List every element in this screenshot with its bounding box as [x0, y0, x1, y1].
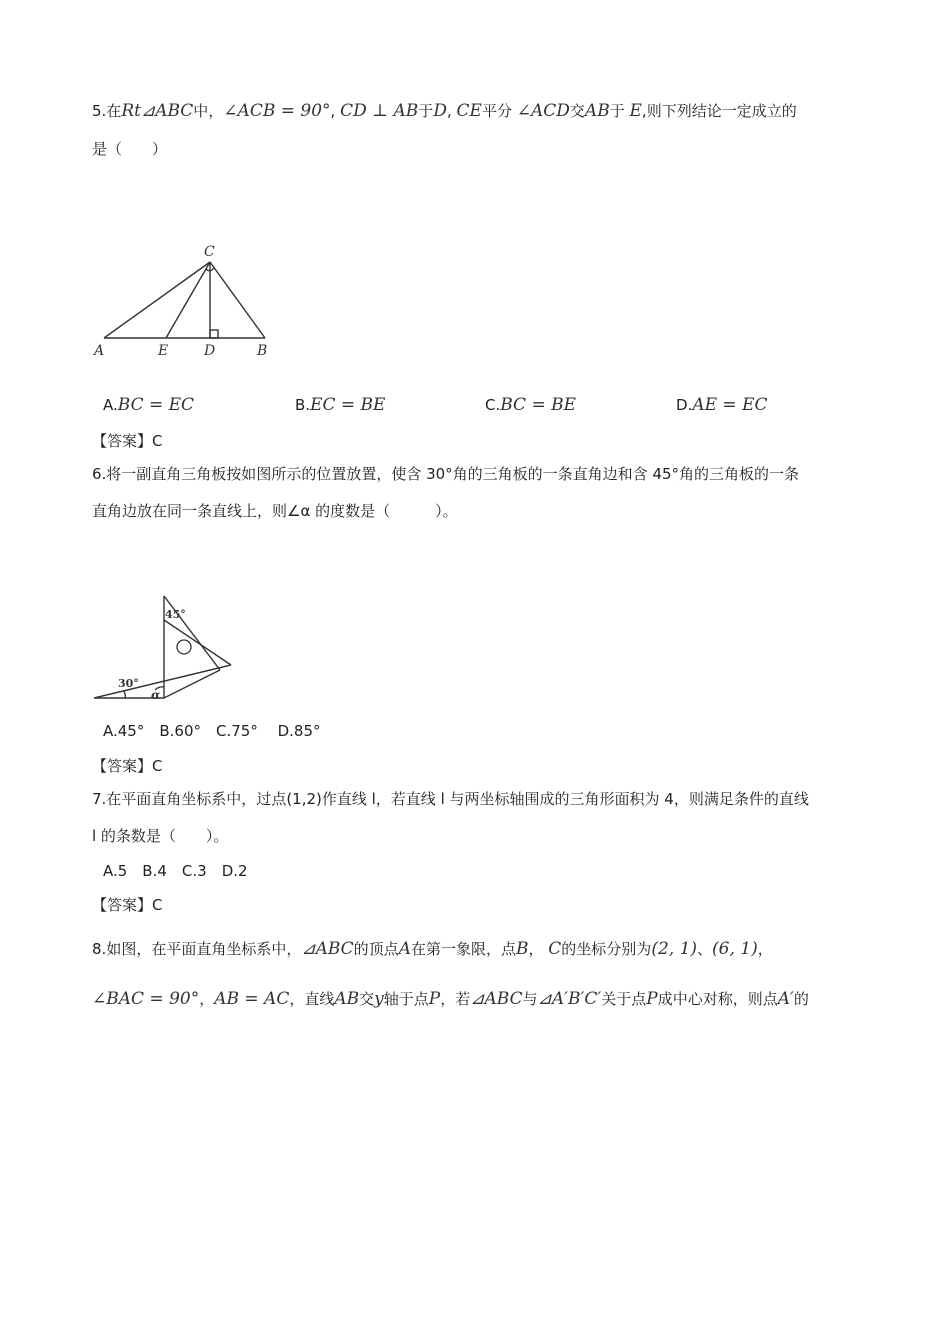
math-expr: E: [629, 101, 642, 121]
q8-text: 的: [793, 990, 809, 1008]
math-expr: (2, 1): [651, 939, 698, 959]
q8-text: 的顶点: [353, 940, 399, 958]
q5-answer: 【答案】C: [92, 432, 163, 450]
option-letter: B.: [295, 396, 311, 414]
math-expr: AB = AC: [214, 989, 290, 1009]
math-expr: ⊿A′B′C′: [537, 989, 602, 1009]
label-A: A: [94, 343, 105, 359]
math-expr: P: [428, 989, 441, 1009]
label-30: 30°: [118, 677, 139, 690]
math-expr: ∠BAC = 90°: [92, 989, 200, 1009]
q6-answer: 【答案】C: [92, 757, 163, 775]
label-alpha: α: [151, 688, 161, 702]
q8-text: 交: [359, 990, 375, 1008]
q8-text: 轴于点: [383, 990, 429, 1008]
q5-option-d[interactable]: [676, 395, 767, 415]
q8-text: ，: [528, 940, 544, 958]
math-expr: ∠ACD: [516, 101, 570, 121]
option-letter: A.: [103, 396, 118, 414]
option-expr: BC = EC: [117, 395, 195, 415]
label-D: D: [204, 343, 216, 359]
q5-text: ,: [330, 102, 336, 120]
q8-text: 如图，在平面直角坐标系中，: [106, 940, 302, 958]
q8-text: ，直线: [289, 990, 335, 1008]
label-45: 45°: [165, 608, 186, 621]
label-C: C: [204, 244, 215, 260]
label-B: B: [257, 343, 268, 359]
q8-stem-line2: [92, 988, 809, 1010]
math-expr: CE: [456, 101, 482, 121]
option-expr: BC = BE: [500, 395, 577, 415]
math-expr: C: [548, 939, 562, 959]
math-expr: ∠ACB = 90°: [223, 101, 331, 121]
q6-stem-line1: 6.将一副直角三角板按如图所示的位置放置，使含 30°角的三角板的一条直角边和含 45°角的三角板的一条: [92, 465, 800, 483]
q5-option-b[interactable]: [295, 395, 385, 415]
q5-text: 在: [106, 102, 122, 120]
q5-text: 中，: [193, 102, 224, 120]
q5-text: ,: [446, 102, 452, 120]
q5-option-c[interactable]: [485, 395, 576, 415]
label-E: E: [158, 343, 169, 359]
q5-number: 5.: [92, 102, 107, 120]
q7-stem-line1: 7.在平面直角坐标系中，过点(1,2)作直线 l，若直线 l 与两坐标轴围成的三角形面积为 4，则满足条件的直线: [92, 790, 809, 808]
q5-text: 于: [609, 102, 625, 120]
math-expr: A′: [777, 989, 794, 1009]
q7-stem-line2: l 的条数是（ ）。: [92, 827, 229, 845]
option-letter: D.: [676, 396, 693, 414]
math-expr: AB: [584, 101, 610, 121]
q5-text: 交: [569, 102, 585, 120]
q8-text: 、: [697, 940, 713, 958]
q5-stem-line2: 是（ ）: [92, 140, 168, 158]
q7-answer: 【答案】C: [92, 896, 163, 914]
q8-stem-line1: [92, 938, 773, 960]
math-expr: ⊿ABC: [470, 989, 523, 1009]
math-expr: D: [433, 101, 447, 121]
q6-options: A.45° B.60° C.75° D.85°: [103, 722, 321, 740]
q7-options: A.5 B.4 C.3 D.2: [103, 862, 248, 880]
q5-text: ,则下列结论一定成立的: [641, 102, 797, 120]
math-expr: (6, 1): [712, 939, 758, 959]
q8-number: 8.: [92, 940, 107, 958]
math-expr: CD ⊥ AB: [340, 101, 419, 121]
q5-text: 于: [418, 102, 434, 120]
q8-text: 与: [522, 990, 538, 1008]
q5-stem-line1: [92, 100, 797, 122]
math-expr: Rt⊿ABC: [121, 101, 194, 121]
option-expr: EC = BE: [310, 395, 386, 415]
q6-stem-line2: 直角边放在同一条直线上，则∠α 的度数是（ ）。: [92, 502, 458, 520]
option-letter: C.: [485, 396, 501, 414]
q8-text: ，若: [440, 990, 471, 1008]
option-expr: AE = EC: [692, 395, 768, 415]
q8-text: 在第一象限，点: [410, 940, 516, 958]
q8-text: ，: [199, 990, 215, 1008]
math-expr: AB: [334, 989, 360, 1009]
q5-triangle-figure: [88, 238, 288, 363]
math-expr: A: [398, 939, 411, 959]
q8-text: 成中心对称，则点: [657, 990, 778, 1008]
math-expr: B: [515, 939, 529, 959]
q8-text: 的坐标分别为: [561, 940, 652, 958]
math-expr: P: [646, 989, 658, 1009]
q5-text: 平分: [481, 102, 512, 120]
q6-set-squares-figure: [88, 590, 238, 705]
math-expr: y: [374, 989, 384, 1009]
q5-option-a[interactable]: [103, 395, 194, 415]
q8-text: 关于点: [601, 990, 647, 1008]
q8-text: ，: [757, 940, 773, 958]
math-expr: ⊿ABC: [301, 939, 354, 959]
